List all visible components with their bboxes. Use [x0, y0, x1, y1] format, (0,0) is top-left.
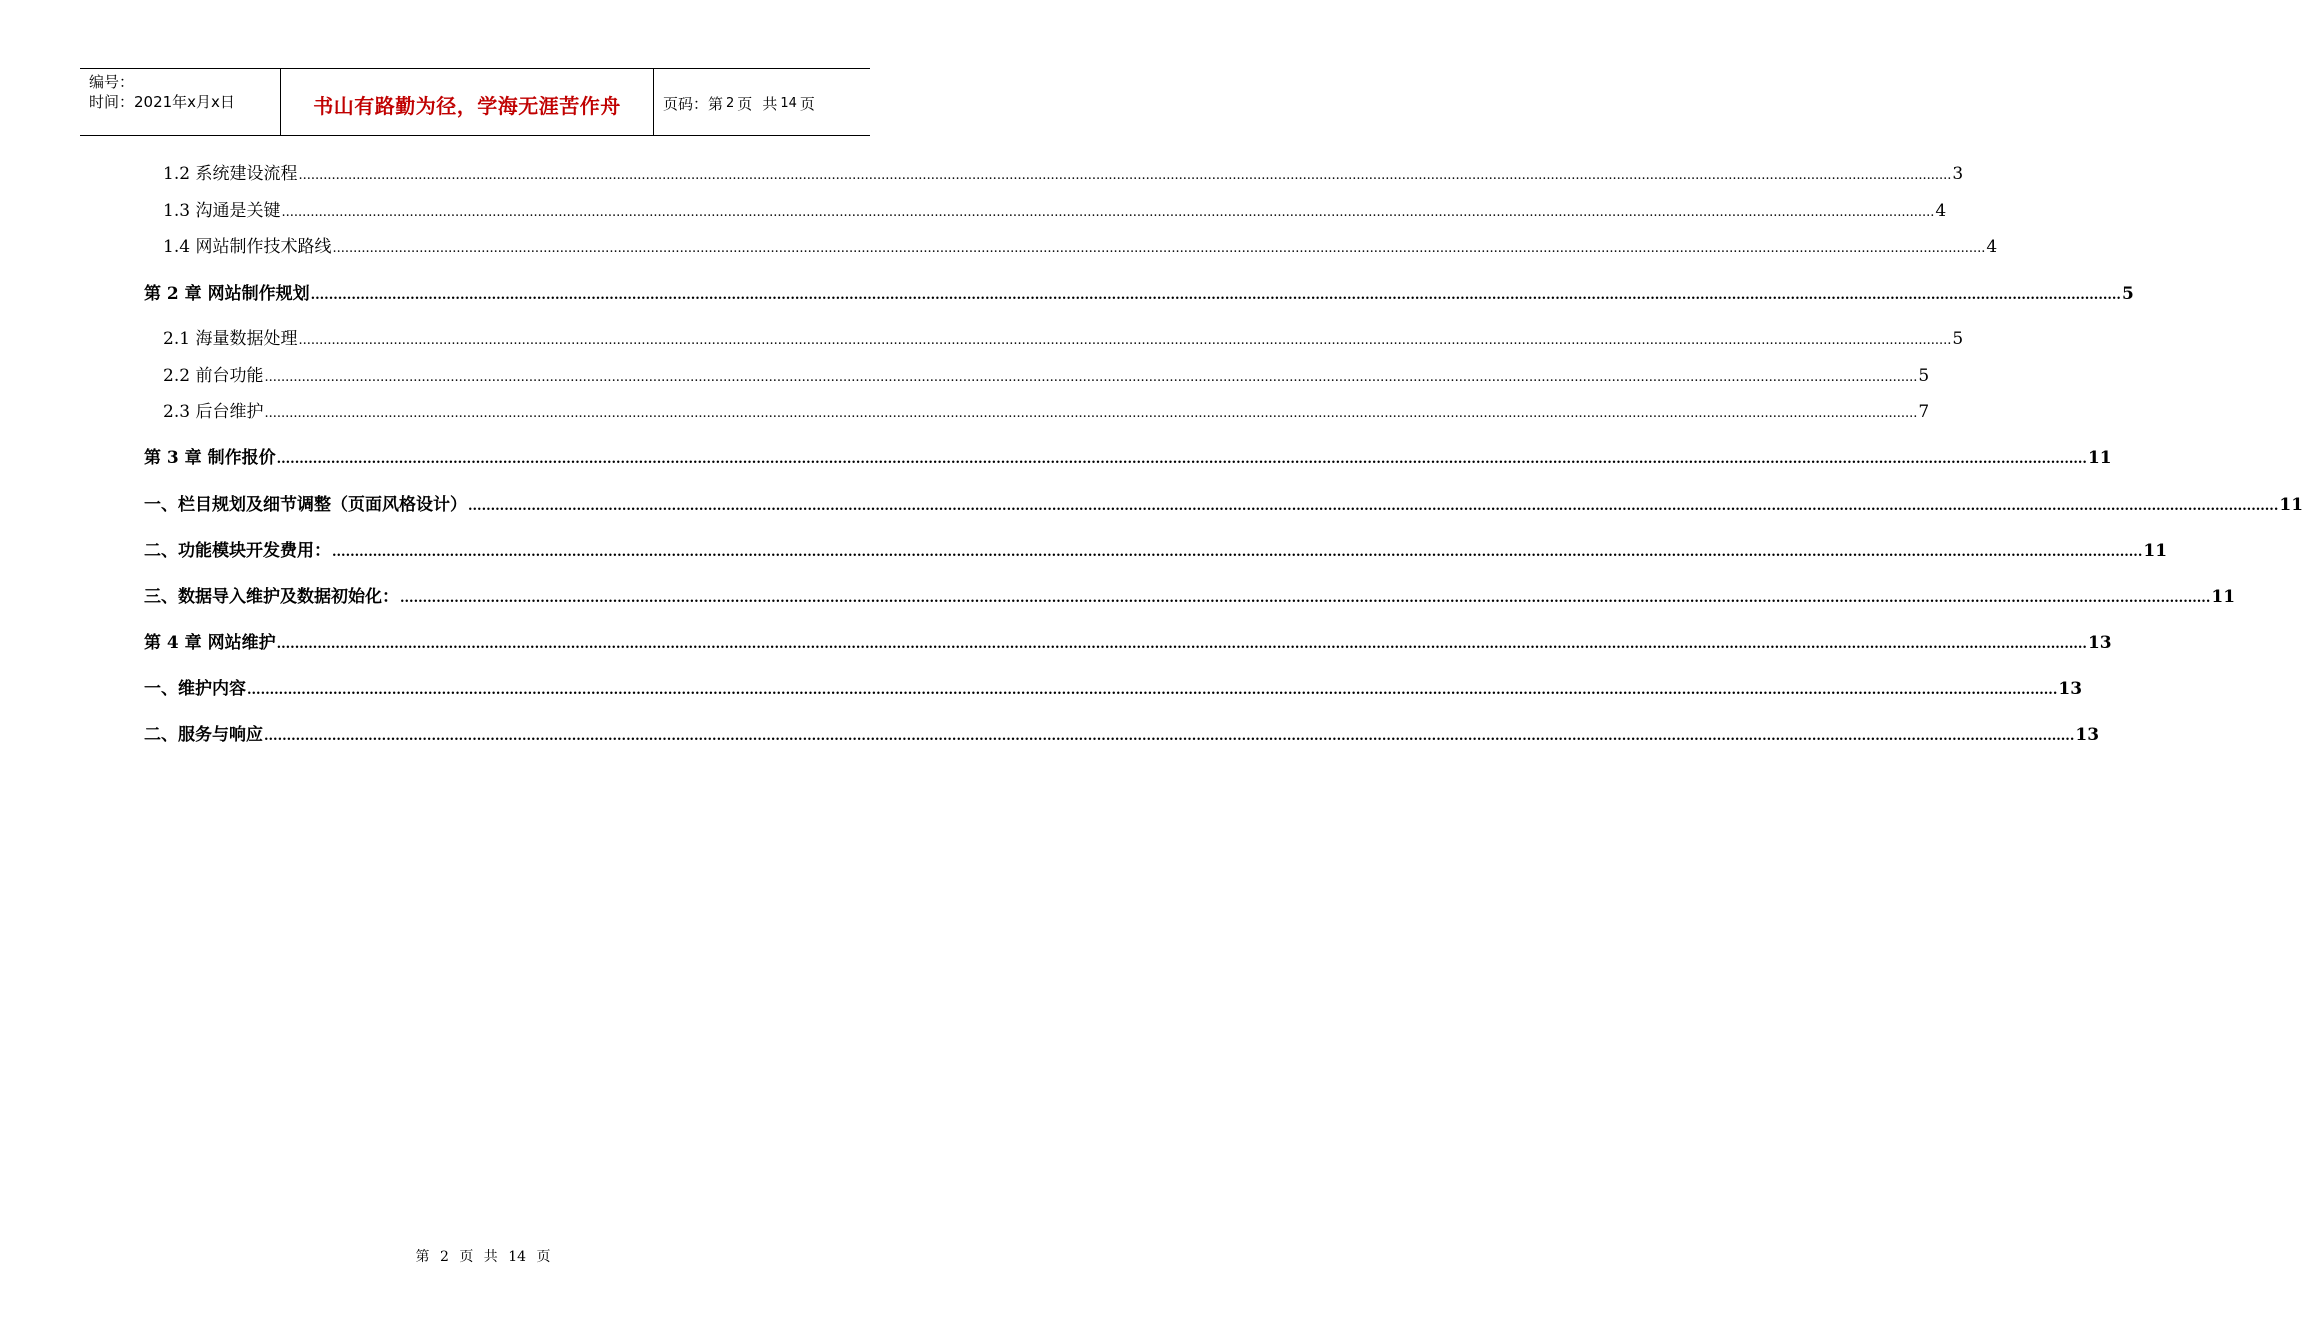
header-motto: 书山有路勤为径，学海无涯苦作舟	[313, 93, 621, 118]
footer-suffix: 页	[536, 1249, 551, 1265]
toc-leader-dots: ................................................................................................................................................................................................................................................................................................................................................................................................................	[276, 452, 2087, 467]
header-page-total-prefix: 共	[762, 95, 778, 113]
toc-entry-page: 4	[1986, 237, 1998, 257]
page-header	[80, 68, 870, 136]
toc-entry[interactable]	[144, 674, 2083, 699]
header-page-prefix: 页码：第	[663, 95, 724, 113]
toc-entry[interactable]	[144, 536, 2168, 561]
toc-entry[interactable]	[144, 720, 2100, 745]
toc-entry-label: 第 2 章 网站制作规划	[144, 284, 310, 304]
header-page-total: 14	[780, 96, 797, 111]
toc-leader-dots: ................................................................................................................................................................................................................................................................................................................................................................................................................	[281, 205, 1935, 220]
toc-entry-page: 11	[2279, 495, 2303, 515]
toc-entry[interactable]	[144, 490, 2303, 515]
toc-entry-page: 5	[2121, 284, 2134, 304]
header-number-label: 编号：	[89, 73, 135, 91]
toc-entry[interactable]	[144, 443, 2112, 468]
toc-leader-dots: ................................................................................................................................................................................................................................................................................................................................................................................................................	[276, 637, 2087, 652]
toc-entry-label: 三、数据导入维护及数据初始化：	[144, 587, 399, 607]
toc-entry-label: 第 3 章 制作报价	[144, 448, 276, 468]
toc-entry-label: 第 4 章 网站维护	[144, 633, 276, 653]
toc-entry-page: 11	[2087, 448, 2112, 468]
toc-entry-label: 1.2 系统建设流程	[163, 164, 298, 184]
toc-entry[interactable]	[163, 196, 1947, 221]
toc-entry-label: 二、服务与响应	[144, 725, 263, 745]
page-footer	[0, 1246, 950, 1266]
toc-entry-page: 3	[1952, 164, 1964, 184]
toc-entry-page: 11	[2143, 541, 2168, 561]
toc-leader-dots: ................................................................................................................................................................................................................................................................................................................................................................................................................	[298, 333, 1952, 348]
header-page-current: 2	[726, 96, 735, 111]
toc-entry[interactable]	[163, 361, 1930, 386]
toc-entry-page: 13	[2087, 633, 2112, 653]
toc-entry-label: 二、功能模块开发费用：	[144, 541, 331, 561]
toc-entry[interactable]	[163, 397, 1930, 422]
toc-leader-dots: ................................................................................................................................................................................................................................................................................................................................................................................................................	[310, 288, 2121, 303]
toc-entry[interactable]	[144, 279, 2134, 304]
footer-total-pages: 14	[508, 1249, 527, 1265]
header-motto-cell	[281, 69, 654, 135]
toc-entry-label: 2.3 后台维护	[163, 402, 264, 422]
toc-entry[interactable]	[144, 582, 2236, 607]
toc-entry-page: 5	[1952, 329, 1964, 349]
toc-entry-page: 4	[1935, 201, 1947, 221]
toc-entry-label: 1.3 沟通是关键	[163, 201, 281, 221]
header-page-mid: 页	[737, 95, 753, 113]
header-time-label: 时间：2021年x月x日	[89, 93, 235, 111]
footer-prefix: 第	[415, 1249, 430, 1265]
toc-entry-label: 一、维护内容	[144, 679, 246, 699]
toc-leader-dots: ................................................................................................................................................................................................................................................................................................................................................................................................................	[298, 168, 1952, 183]
toc-entry[interactable]	[144, 628, 2112, 653]
toc-leader-dots: ................................................................................................................................................................................................................................................................................................................................................................................................................	[332, 241, 1986, 256]
toc-leader-dots: ................................................................................................................................................................................................................................................................................................................................................................................................................	[332, 545, 2143, 560]
toc-leader-dots: ................................................................................................................................................................................................................................................................................................................................................................................................................	[264, 370, 1918, 385]
toc-leader-dots: ................................................................................................................................................................................................................................................................................................................................................................................................................	[468, 499, 2279, 514]
header-page-suffix: 页	[799, 95, 815, 113]
toc-entry-page: 7	[1918, 402, 1930, 422]
header-meta-cell	[80, 69, 281, 135]
footer-mid: 页	[459, 1249, 474, 1265]
toc-entry[interactable]	[163, 324, 1964, 349]
toc-entry[interactable]	[163, 232, 1998, 257]
toc-entry-page: 5	[1918, 366, 1930, 386]
toc-entry-page: 11	[2211, 587, 2236, 607]
toc-leader-dots: ................................................................................................................................................................................................................................................................................................................................................................................................................	[247, 683, 2058, 698]
toc-leader-dots: ................................................................................................................................................................................................................................................................................................................................................................................................................	[264, 406, 1918, 421]
toc-entry-page: 13	[2058, 679, 2083, 699]
toc-entry-page: 13	[2075, 725, 2100, 745]
header-page-cell	[654, 69, 870, 135]
footer-current-page: 2	[439, 1249, 449, 1265]
toc-leader-dots: ................................................................................................................................................................................................................................................................................................................................................................................................................	[264, 729, 2075, 744]
footer-total-prefix: 共	[483, 1249, 498, 1265]
toc-entry-label: 2.2 前台功能	[163, 366, 264, 386]
toc-entry[interactable]	[163, 159, 1964, 184]
toc-leader-dots: ................................................................................................................................................................................................................................................................................................................................................................................................................	[400, 591, 2211, 606]
toc-entry-label: 2.1 海量数据处理	[163, 329, 298, 349]
toc-entry-label: 1.4 网站制作技术路线	[163, 237, 332, 257]
toc-entry-label: 一、栏目规划及细节调整（页面风格设计）	[144, 495, 467, 515]
